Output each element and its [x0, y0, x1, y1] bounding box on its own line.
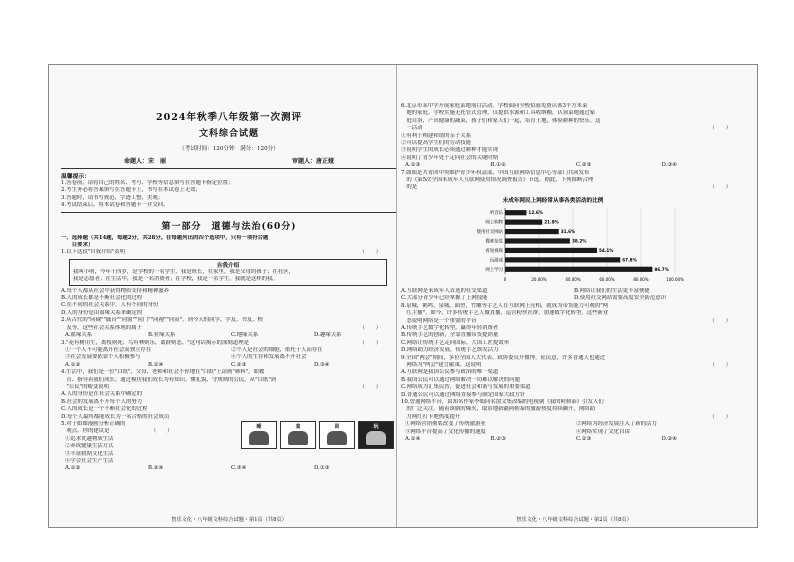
question-10-cont: 的广泛关注。随着该剧的爆火，取景地新疆阿勒泰的旅游热度持续飙升，网络助	[401, 406, 596, 413]
category-label: 玩游戏	[489, 258, 503, 264]
statement: ①有利于构建和谐的亲子关系	[401, 132, 472, 139]
answer-bracket: （ ）	[709, 184, 731, 191]
statement: ②可以提高学生们的劳动技能	[401, 140, 472, 147]
data-label: 21.9%	[544, 219, 559, 225]
self-intro-text: 我叫小明，今年十四岁，是学校的一名学生，我是班长，在家里，我是父母的孩子；在社区，	[73, 268, 295, 275]
question-5: 5.对于如图漫画分析正确的	[61, 420, 126, 427]
cartoon-panel: 睡	[241, 421, 277, 449]
question-5-block	[61, 421, 397, 473]
bar	[505, 219, 542, 224]
section-heading-cont: 目要求）	[61, 242, 94, 249]
options-row: C.大部分青少年已经掌握了上网技能 D.使用社交网站需要高度安全防范意识	[401, 295, 667, 302]
cartoon-panels	[241, 421, 397, 449]
bar	[505, 267, 652, 272]
notice-line: 2.考生务必将答案填写在答题卡上，书写在本试卷上无效；	[61, 187, 201, 194]
x-tick-label: 0	[503, 276, 507, 282]
data-label: 54.1%	[598, 247, 614, 253]
statement: ①追求优越物质生活	[65, 435, 114, 442]
statement: ③说明学生的成长必须通过耕种才能实现	[401, 147, 499, 154]
question-8-cont: 态说明网络是一个重要的平台 （ ）	[401, 318, 747, 325]
question-6-cont: 地的家庭。学校实施无托管式管理，仅提供水源和工具收纳棚，认领菜地通过家	[401, 110, 596, 117]
cartoon-panel: 食	[280, 421, 316, 449]
answer-bracket: （ ）	[709, 125, 731, 132]
answer-bracket: （ ）	[359, 339, 381, 346]
answer-bracket: （ ）	[709, 317, 731, 324]
statements-row: ③社会发展要依靠个人积极参与 ④个人的生存和发展离不开社会	[65, 354, 307, 361]
options-row: A.①② B.①④ C.②③ D.③④	[65, 361, 330, 368]
answer-bracket: （ ）	[359, 383, 381, 390]
options-row: A.①④ B.②③ C.①③ D.②④	[405, 436, 678, 442]
statement: ②养成健康生活方式	[65, 443, 114, 450]
category-label: 看短视频	[485, 248, 503, 254]
cartoon-panel: 玩	[358, 421, 394, 449]
exam-title: 2024年秋季八年级第一次测评	[156, 112, 302, 123]
option: D.普通公民可以通过网络直接参与制定国家大政方针	[401, 391, 526, 398]
question-4-cont: 育、指导着我们成长。通过模仿我们成长为有知识、懂礼貌、守规则的公民。从"白纸"到	[61, 376, 277, 383]
option: A.互联网是我国公民参与政治的唯一渠道	[401, 369, 499, 376]
statements-row: ①一个人不可能离开社会而独立存在 ②个人是社会的细胞，依托于人而存在	[65, 346, 323, 353]
part-title: 第一部分 道德与法治(60分)	[161, 221, 297, 232]
training-figure-icon	[327, 431, 347, 445]
question-6: 6.北京市某中学开展家庭菜地项目活动。学校面向全校招募免费认领3平方米菜	[401, 103, 588, 109]
question-10-cont: 力网红打卡地热度提升 （ ）	[401, 414, 747, 421]
data-label: 86.7%	[654, 266, 669, 272]
option: A.人的身份是在社会关系中确定的	[61, 391, 143, 398]
question-7-cont: 的《第5次全国未成年人互联网使用情况调查报告》节选。据此，下列推断合理	[401, 177, 594, 184]
notice-line: 1.答卷前，请将自己的姓名、考号、学校等信息填写在答题卡指定位置；	[61, 180, 234, 186]
activity-bar-chart	[443, 194, 703, 286]
question-5-cont: 观点，你的建议是 （ ）	[61, 428, 241, 435]
x-tick-label: 100.00%	[666, 276, 684, 282]
data-label: 12.6%	[528, 210, 543, 216]
question-8-cont: 红主播"。如今，许多传统手艺人做直播，运营粉丝社群，加速数字化转型。这些新业	[401, 310, 609, 317]
option: B.我国公民可以通过网络解决一切难以解决的问题	[401, 376, 520, 383]
question-4-cont: "公民"的蜕变说明 （ ）	[61, 384, 397, 391]
question-4: 4.生活中，我们是一位"白纸"，父母、老师和社会不停地在"白纸"上涂画"颜料"，如教	[61, 369, 265, 376]
question-2: 2.从古代的"同砚""戚台""同窗""同门""同袍""同寅"，到今天的同学、学友、书友、校	[61, 317, 264, 324]
eating-figure-icon	[288, 431, 308, 445]
question-1: 1.以下这段"自我介绍"表明 （ ）	[61, 249, 397, 256]
statement: ④说明了青少年处于走向社会的关键时期	[401, 154, 499, 161]
options-row: A.血缘关系 B.业缘关系 C.地缘关系 D.趣缘关系	[65, 332, 342, 339]
category-label: 听音乐	[489, 211, 503, 217]
statements-row: ③网络平台提高了文化传播的速度 ④网络实现了文化自由	[405, 428, 630, 435]
question-2-cont: 友等，这些社会关系体现的属于 （ ）	[61, 325, 397, 332]
question-3: 3."花有树用生，离枝则死；鸟有林则乐，离群则悲。"这句话揭示的深刻道理是 （ ）	[61, 340, 397, 347]
notice-line: 4.考试结束后，将本试卷和答题卡一并交回。	[61, 202, 169, 209]
option: C.人的成长是一个不断社会化的过程	[61, 406, 148, 413]
exam-paper	[48, 64, 758, 528]
option: C.在不同的社会关系中，人有不同的身份	[61, 302, 159, 309]
bar	[505, 257, 620, 262]
category-label: 网上学习	[485, 267, 503, 273]
notice-line: 3.答题时，请书写规范、字迹工整、美观；	[61, 194, 164, 201]
exam-subtitle: 文科综合试题	[198, 129, 259, 139]
question-10: 10.曾通网络平台，由知名作家李娟同名散文集改编的电视剧《我的阿勒泰》引发人们	[401, 398, 604, 405]
option: B.社会的发展离不开每个人的努力	[61, 398, 143, 405]
statement: ④学会社会生产生活	[65, 458, 114, 464]
bar	[505, 229, 559, 234]
bar-chart-svg	[443, 194, 703, 286]
answer-bracket: （ ）	[151, 428, 173, 435]
category-label: 使用社交网站	[476, 229, 503, 235]
answer-bracket: （ ）	[359, 249, 381, 256]
option: D.人的身份是由血缘关系来确定的	[61, 309, 143, 316]
self-intro-title: 自我介绍	[216, 262, 240, 269]
bar	[505, 248, 597, 253]
question-6-cont: 庭自治，产出健康的蔬菜，孩子们和家人们一起，培育土地，体验耕种的快乐。这	[401, 117, 601, 124]
option: A.每个人都从社会中获得物质支持和精神滋养	[61, 287, 170, 294]
answer-bracket: （ ）	[709, 413, 731, 420]
page-footer: 智乐文化・八年级文科综合试题・第1页（共8页）	[171, 517, 287, 523]
bar	[505, 210, 526, 215]
right-page	[401, 65, 747, 527]
author-line	[61, 156, 397, 165]
option: C.网络让传统手艺走向国际，大国工匠提效率	[401, 339, 510, 346]
proposer: 命题人：宋 丽	[123, 158, 166, 165]
chart-title: 未成年网民上网经常从事各类活动的比例	[502, 197, 604, 204]
section-heading: 一、选择题（共14题，每题2分，共28分。在每题列出的四个选项中，只有一项符合题	[61, 234, 269, 241]
statements-row: ①网络营销彻底改变了传统旅游业 ②网络为经济发展注入了新的活力	[405, 421, 657, 428]
x-tick-label: 60.00%	[599, 276, 615, 282]
page-divider	[396, 65, 397, 527]
notice-title: 温馨提示：	[61, 174, 90, 180]
sleeping-figure-icon	[249, 431, 269, 445]
question-6-cont: 一活动 （ ）	[401, 125, 747, 132]
option: A.传统手艺数字化转型，赢得年轻消费者	[401, 324, 499, 331]
bar	[505, 238, 570, 243]
x-tick-label: 40.00%	[565, 276, 581, 282]
self-intro-box	[69, 259, 387, 286]
question-9-cont: 网络为"两会"建言献策。这说明 （ ）	[401, 362, 747, 369]
answer-bracket: （ ）	[709, 361, 731, 368]
data-label: 31.6%	[560, 228, 576, 234]
options-row: A.①② B.②④ C.③④ D.①③	[65, 465, 330, 472]
answer-bracket: （ ）	[359, 324, 381, 331]
question-7: 7.如图是共青团中央维护青少年权益部、中国互联网络信息中心等部门共同发布	[401, 169, 590, 176]
question-8: 8.泉城，鹤鸣，泉城，面塑，竹雕等手艺人在互联网上亮相，就成为带货能力可观的"网	[401, 302, 609, 309]
question-7-cont: 的是 （ ）	[401, 184, 747, 191]
options-row: A.①③ B.①② C.②③ D.③④	[405, 162, 678, 169]
options-row: A.互联网是未成年人首选的社交渠道 B.网络让我们的生活更丰富便捷	[401, 287, 650, 294]
left-page	[61, 65, 397, 527]
playing-figure-icon	[366, 431, 386, 445]
option: D.网络助力经济发展，传统手艺焕发活力	[401, 347, 499, 354]
category-label: 搜索信息	[485, 239, 503, 245]
data-label: 38.2%	[571, 238, 587, 244]
option: B.人的成长都是不断社会化的过程	[61, 295, 143, 302]
self-intro-text: 我是志愿者；在生活中，我是一名消费者；在学校，我是一名学生。我就是这样的我。	[73, 276, 278, 283]
option: D.每个人最终都能成长为一名合格的社会成员	[61, 413, 170, 420]
reviewer: 审题人：唐正娅	[291, 158, 334, 165]
exam-time-score: （考试时间：120分钟 满分：120分）	[179, 146, 279, 152]
x-tick-label: 80.00%	[633, 276, 649, 282]
statement: ③丰富假期文化生活	[65, 450, 114, 457]
x-tick-label: 20.00%	[531, 276, 547, 282]
cartoon-panel: 训	[319, 421, 355, 449]
notice-box	[61, 168, 397, 213]
question-9: 9.全国"两会"期间，多位全国人大代表、政协委员开微博，征民意，许多普通人也通过	[401, 354, 606, 361]
category-label: 网上购物	[485, 220, 503, 226]
option: C.网络成为汇集民智，促进社会和谐与发展的重要渠道	[401, 384, 531, 391]
data-label: 67.8%	[622, 257, 637, 263]
page-footer: 智乐文化・八年级文科综合试题・第2页（共8页）	[516, 517, 632, 523]
option: B.传统手艺的创新，全靠直播带货提销量	[401, 332, 499, 339]
